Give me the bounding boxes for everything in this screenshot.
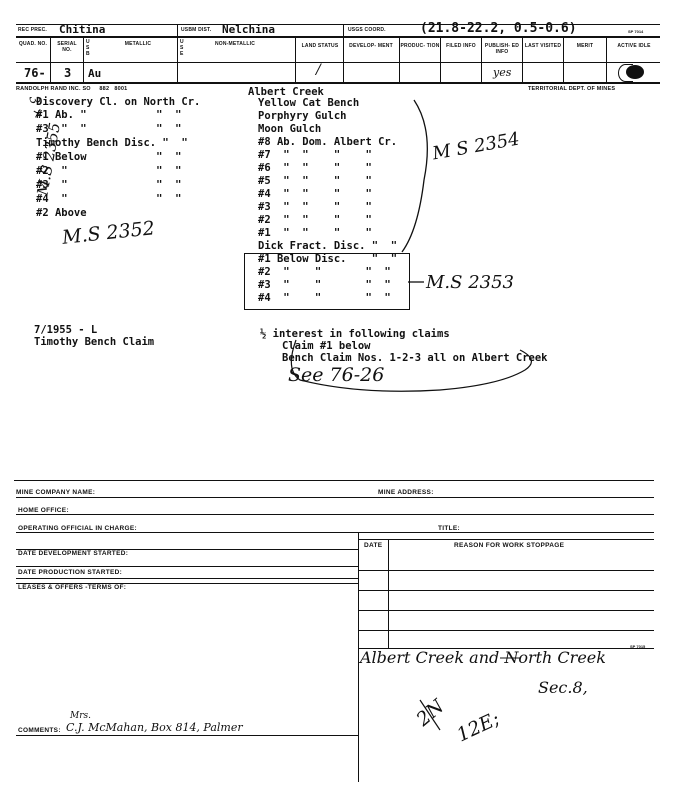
list-item: #1 Below " ": [36, 151, 182, 163]
list-item: Timothy Bench Disc. " ": [36, 137, 188, 149]
range-note: 12E;: [453, 707, 504, 747]
albert-north-note: Albert Creek and North Creek: [360, 648, 606, 667]
date-col-label: DATE: [364, 542, 383, 549]
claim1-note: Claim #1 below: [282, 340, 371, 352]
use-prefix: U S E: [180, 39, 184, 57]
form-code-bottom: SP 7015: [630, 644, 646, 649]
quad-value: 76-: [24, 66, 46, 80]
township-note: 2N: [412, 695, 449, 731]
usbm-dist-label: USBM DIST.: [181, 27, 212, 33]
interest-note: ½ interest in following claims: [260, 328, 450, 340]
ms-2354-note: M S 2354: [430, 128, 522, 165]
last-visited-label: LAST VISITED: [524, 43, 562, 49]
mrs-note: Mrs.: [70, 711, 91, 721]
list-item: #1 Ab. " " ": [36, 109, 182, 121]
bench-note: Bench Claim Nos. 1-2-3 all on Albert Creek: [282, 352, 548, 364]
list-item: #2 " " " ": [258, 214, 372, 226]
date-prod-started-label: DATE PRODUCTION STARTED:: [18, 569, 123, 576]
land-status-value: /: [316, 62, 321, 78]
published-value: yes: [493, 66, 512, 79]
filed-info-label: FILED INFO: [446, 43, 476, 49]
date-note: 7/1955 - L: [34, 324, 98, 336]
usgs-coord-label: USGS COORD.: [348, 27, 386, 33]
usbm-dist-value: Nelchina: [222, 23, 275, 36]
quad-no-label: QUAD. NO.: [18, 41, 48, 47]
date-dev-started-label: DATE DEVELOPMENT STARTED:: [18, 550, 129, 557]
list-item: #4 " " " ": [258, 292, 391, 304]
printer-line: RANDOLPH RAND INC. SO 882 8001: [16, 86, 128, 92]
list-item: Moon Gulch: [258, 123, 322, 135]
usb-prefix: U S B: [86, 39, 90, 57]
leases-label: LEASES & OFFERS -TERMS OF:: [18, 584, 127, 591]
ms-2355-note: M.S 2355: [33, 121, 64, 197]
timothy-note: Timothy Bench Claim: [34, 336, 155, 348]
list-item: #3 " " " ": [36, 123, 182, 135]
non-metallic-label: NON-METALLIC: [214, 41, 256, 47]
metallic-label: METALLIC: [124, 41, 152, 47]
serial-no-label: SERIAL NO.: [57, 41, 77, 53]
form-code-top: SP 7014: [628, 29, 644, 34]
territorial-dept: TERRITORIAL DEPT. OF MINES: [528, 86, 616, 92]
comments-label: COMMENTS:: [18, 727, 61, 734]
list-item: #8 Ab. Dom. Albert Cr.: [258, 136, 398, 148]
list-item: #6 " " " ": [258, 162, 372, 174]
list-item: #1 " " " ": [258, 227, 372, 239]
production-label: PRODUC- TION: [400, 43, 440, 49]
list-item: #4 " " " ": [258, 188, 372, 200]
comments-value: C.J. McMahan, Box 814, Palmer: [66, 721, 243, 734]
hash-marks: 3 ×: [25, 94, 46, 121]
reason-col-label: REASON FOR WORK STOPPAGE: [454, 542, 565, 549]
list-item: #3 " " ": [36, 179, 182, 191]
list-item: #2 " " " ": [258, 266, 391, 278]
list-item: #2 Above: [36, 207, 87, 219]
list-item: Albert Creek: [248, 86, 324, 98]
list-item: Dick Fract. Disc. " ": [258, 240, 398, 252]
ms-2353-note: M.S 2353: [426, 272, 515, 293]
operating-official-label: OPERATING OFFICIAL IN CHARGE:: [18, 525, 137, 532]
published-info-label: PUBLISH- ED INFO: [484, 43, 520, 55]
metallic-value: Au: [88, 67, 102, 80]
home-office-label: HOME OFFICE:: [18, 507, 69, 514]
list-item: #1 Below Disc. " ": [258, 253, 398, 265]
list-item: Yellow Cat Bench: [258, 97, 360, 109]
list-item: #7 " " " ": [258, 149, 372, 161]
list-item: #3 " " " ": [258, 201, 372, 213]
mine-address-label: MINE ADDRESS:: [378, 489, 434, 496]
title-label: TITLE:: [438, 525, 461, 532]
mine-company-name-label: MINE COMPANY NAME:: [16, 489, 96, 496]
development-label: DEVELOP- MENT: [349, 43, 393, 49]
list-item: #3 " " " ": [258, 279, 391, 291]
serial-value: 3: [64, 66, 72, 80]
list-item: #2 " " ": [36, 165, 182, 177]
rec-prec-label: REC PREC.: [18, 27, 48, 33]
sec8-note: Sec.8,: [538, 678, 588, 697]
list-item: Porphyry Gulch: [258, 110, 347, 122]
ms-2352-note: M.S 2352: [61, 217, 156, 249]
list-item: #4 " " ": [36, 193, 182, 205]
list-item: #5 " " " ": [258, 175, 372, 187]
rec-prec-value: Chitina: [59, 23, 106, 36]
list-item: Discovery Cl. on North Cr.: [36, 96, 201, 108]
land-status-label: LAND STATUS: [301, 43, 339, 49]
see-ref-note: See 76-26: [288, 364, 385, 386]
merit-label: MERIT: [576, 43, 594, 49]
active-idle-label: ACTIVE IDLE: [617, 43, 651, 49]
usgs-coord-value: (21.8-22.2, 0.5-0.6): [420, 21, 577, 36]
